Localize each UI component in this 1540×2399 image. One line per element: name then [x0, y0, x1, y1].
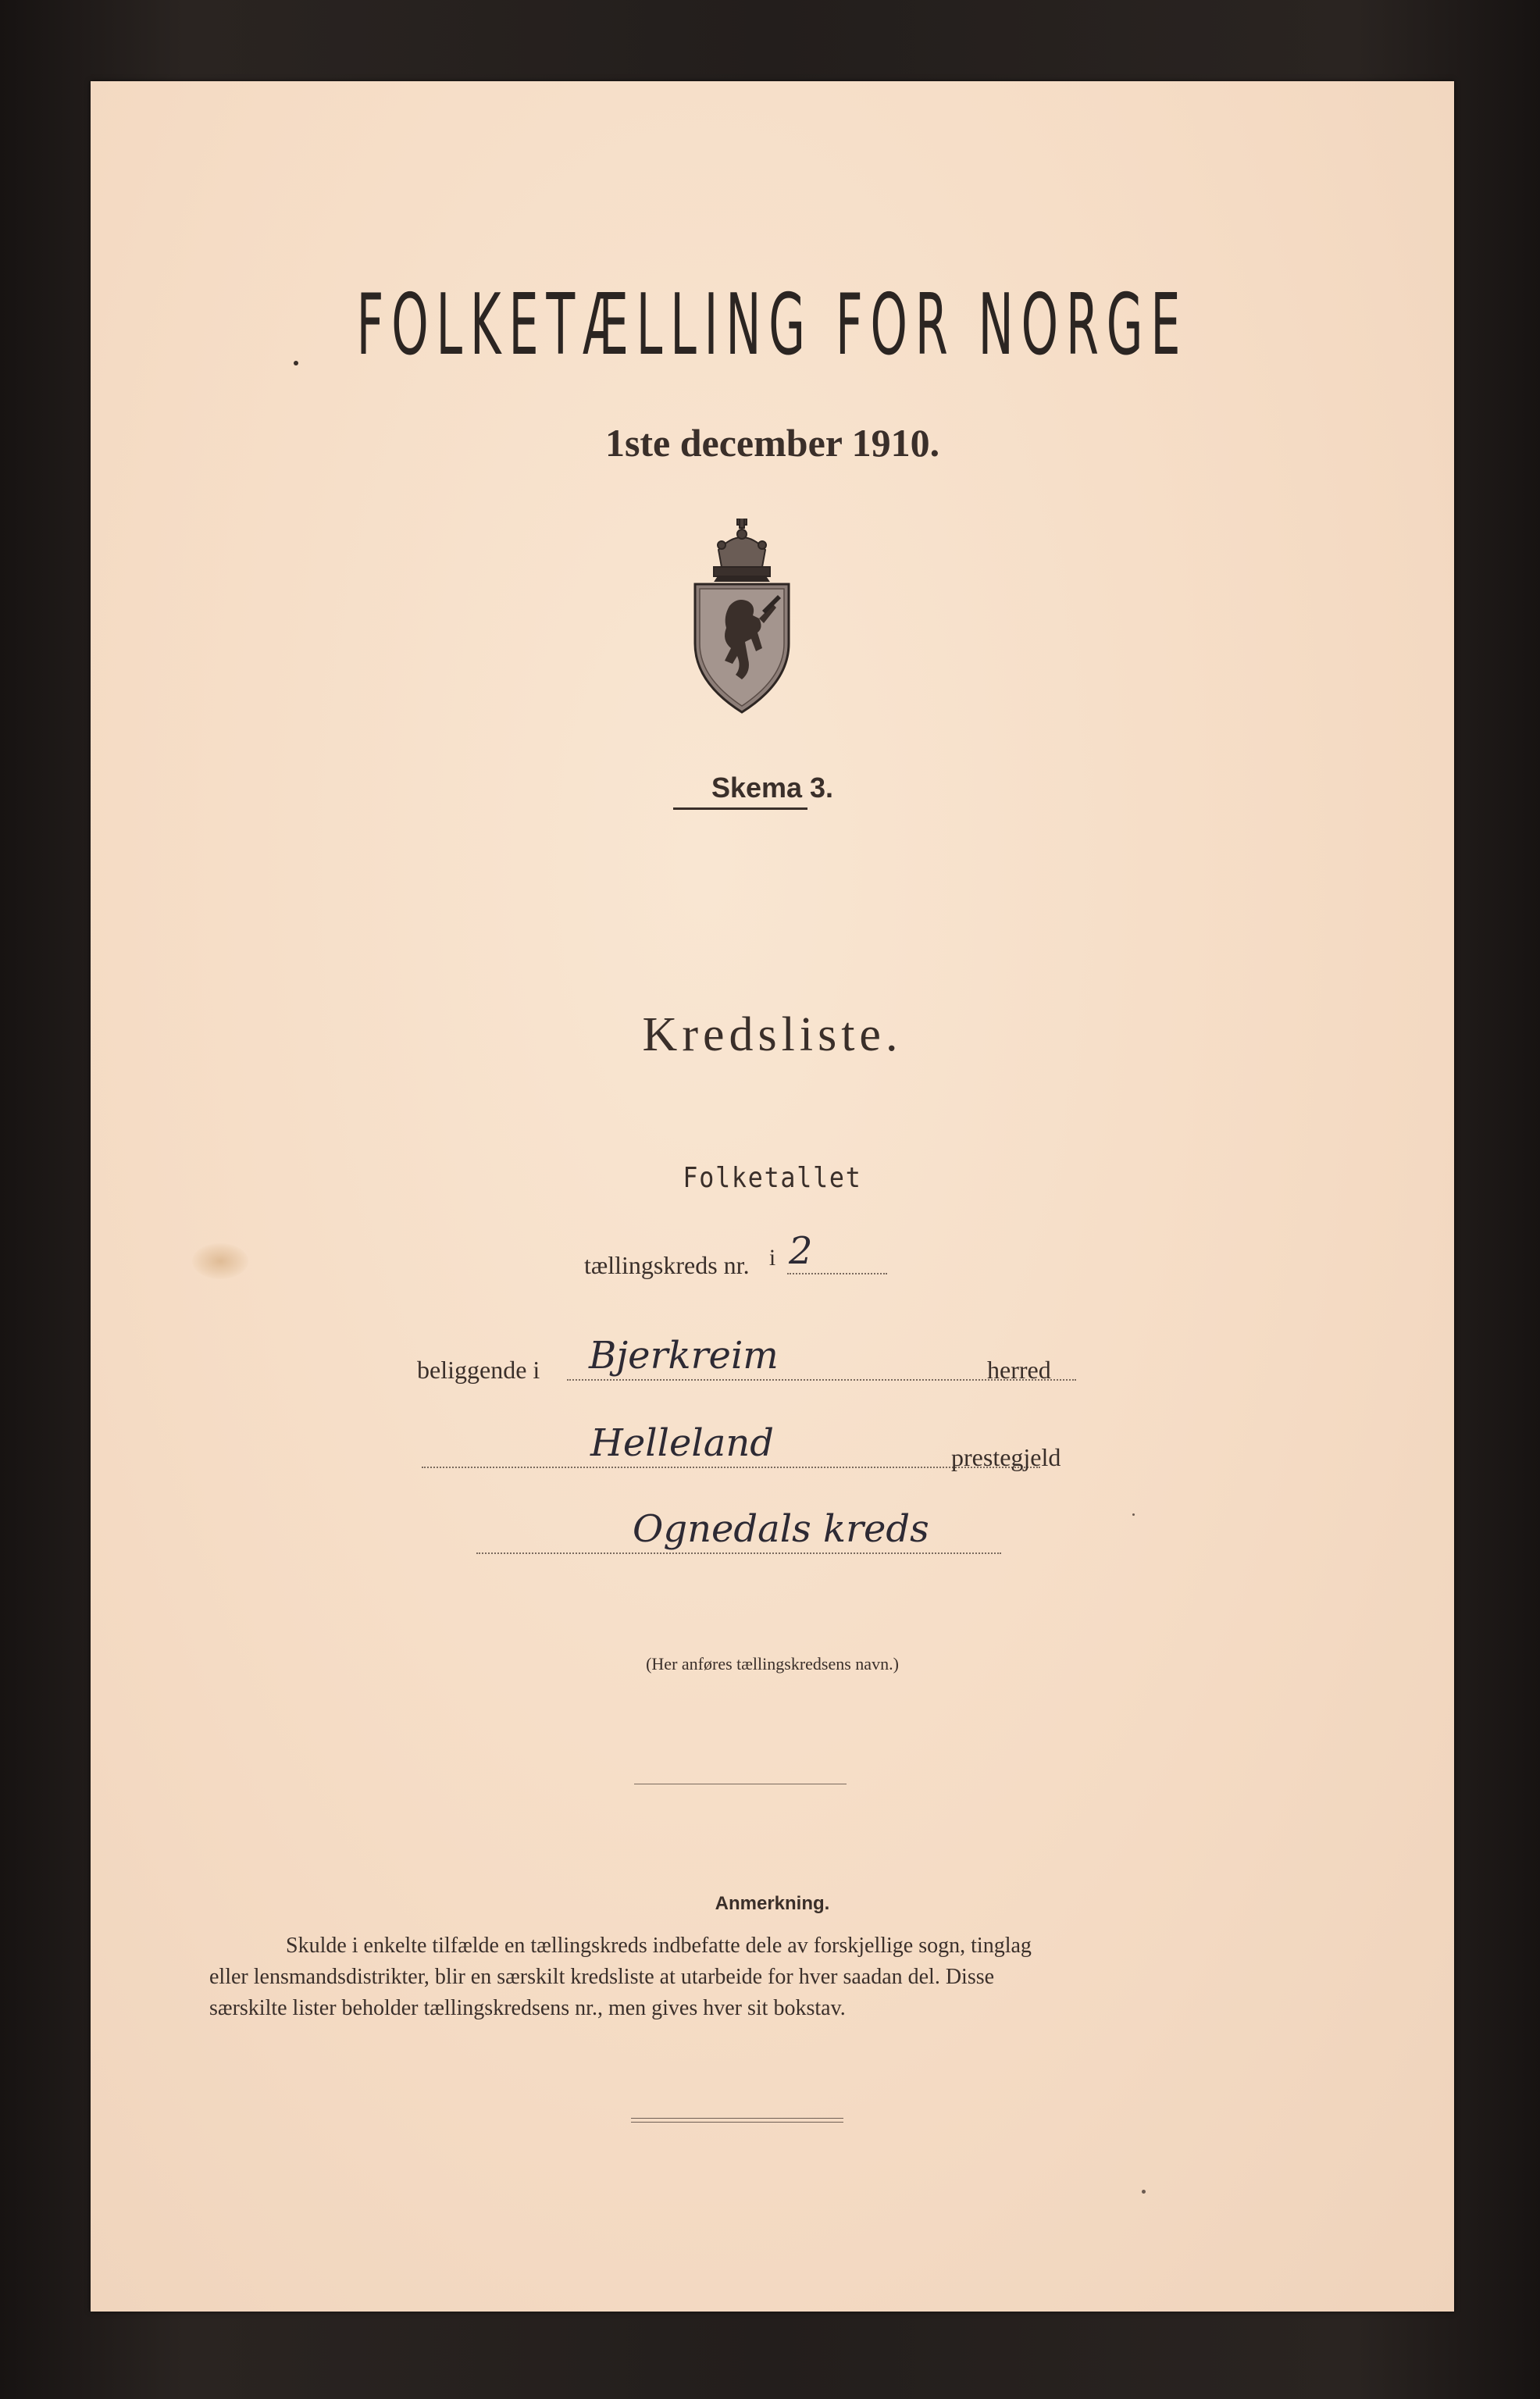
form-heading: Kredsliste.: [642, 1008, 903, 1061]
anmerkning-line: særskilte lister beholder tællingskredsens nr., men gives hver sit bokstav.: [209, 1996, 846, 2020]
kreds-number-value: 2: [789, 1229, 813, 1273]
herred-label: herred: [987, 1356, 1051, 1384]
paper-stain: [192, 1243, 248, 1279]
paper-speck: [1142, 2190, 1146, 2194]
census-form-page: [91, 81, 1454, 2312]
census-date: 1ste december 1910.: [604, 421, 940, 465]
title-dot: [294, 361, 298, 365]
kredsnavn-field-line: [476, 1552, 1001, 1554]
anmerkning-text: [209, 1930, 1359, 2024]
norwegian-coat-of-arms-icon: [687, 519, 797, 715]
prestegjeld-label: prestegjeld: [951, 1443, 1061, 1471]
kreds-number-label: tællingskreds nr.: [584, 1251, 750, 1279]
anmerkning-line: eller lensmandsdistrikter, blir en særskilt kredsliste at utarbeide for hver saadan del. Disse: [209, 1965, 995, 1989]
skema-underline: [673, 807, 807, 810]
prestegjeld-value: Helleland: [590, 1421, 774, 1465]
folketallet-label: Folketallet: [683, 1162, 862, 1194]
i-label: i: [768, 1245, 776, 1271]
double-separator-rule: [631, 2118, 843, 2123]
kreds-number-field-line: [787, 1273, 887, 1274]
anmerkning-line: Skulde i enkelte tilfælde en tællingskreds indbefatte dele av forskjellige sogn, tinglag: [286, 1934, 1032, 1958]
page-title: FOLKETÆLLING FOR NORGE: [356, 276, 1189, 374]
herred-value: Bjerkreim: [589, 1334, 779, 1378]
skema-label: Skema 3.: [711, 772, 834, 804]
kredsnavn-value: Ognedals kreds: [633, 1507, 929, 1551]
paper-speck: [1132, 1513, 1135, 1516]
prestegjeld-field-line: [422, 1467, 1040, 1468]
kredsnavn-note: (Her anføres tællingskredsens navn.): [646, 1654, 899, 1674]
anmerkning-heading: Anmerkning.: [715, 1893, 830, 1914]
beliggende-label: beliggende i: [417, 1356, 540, 1384]
